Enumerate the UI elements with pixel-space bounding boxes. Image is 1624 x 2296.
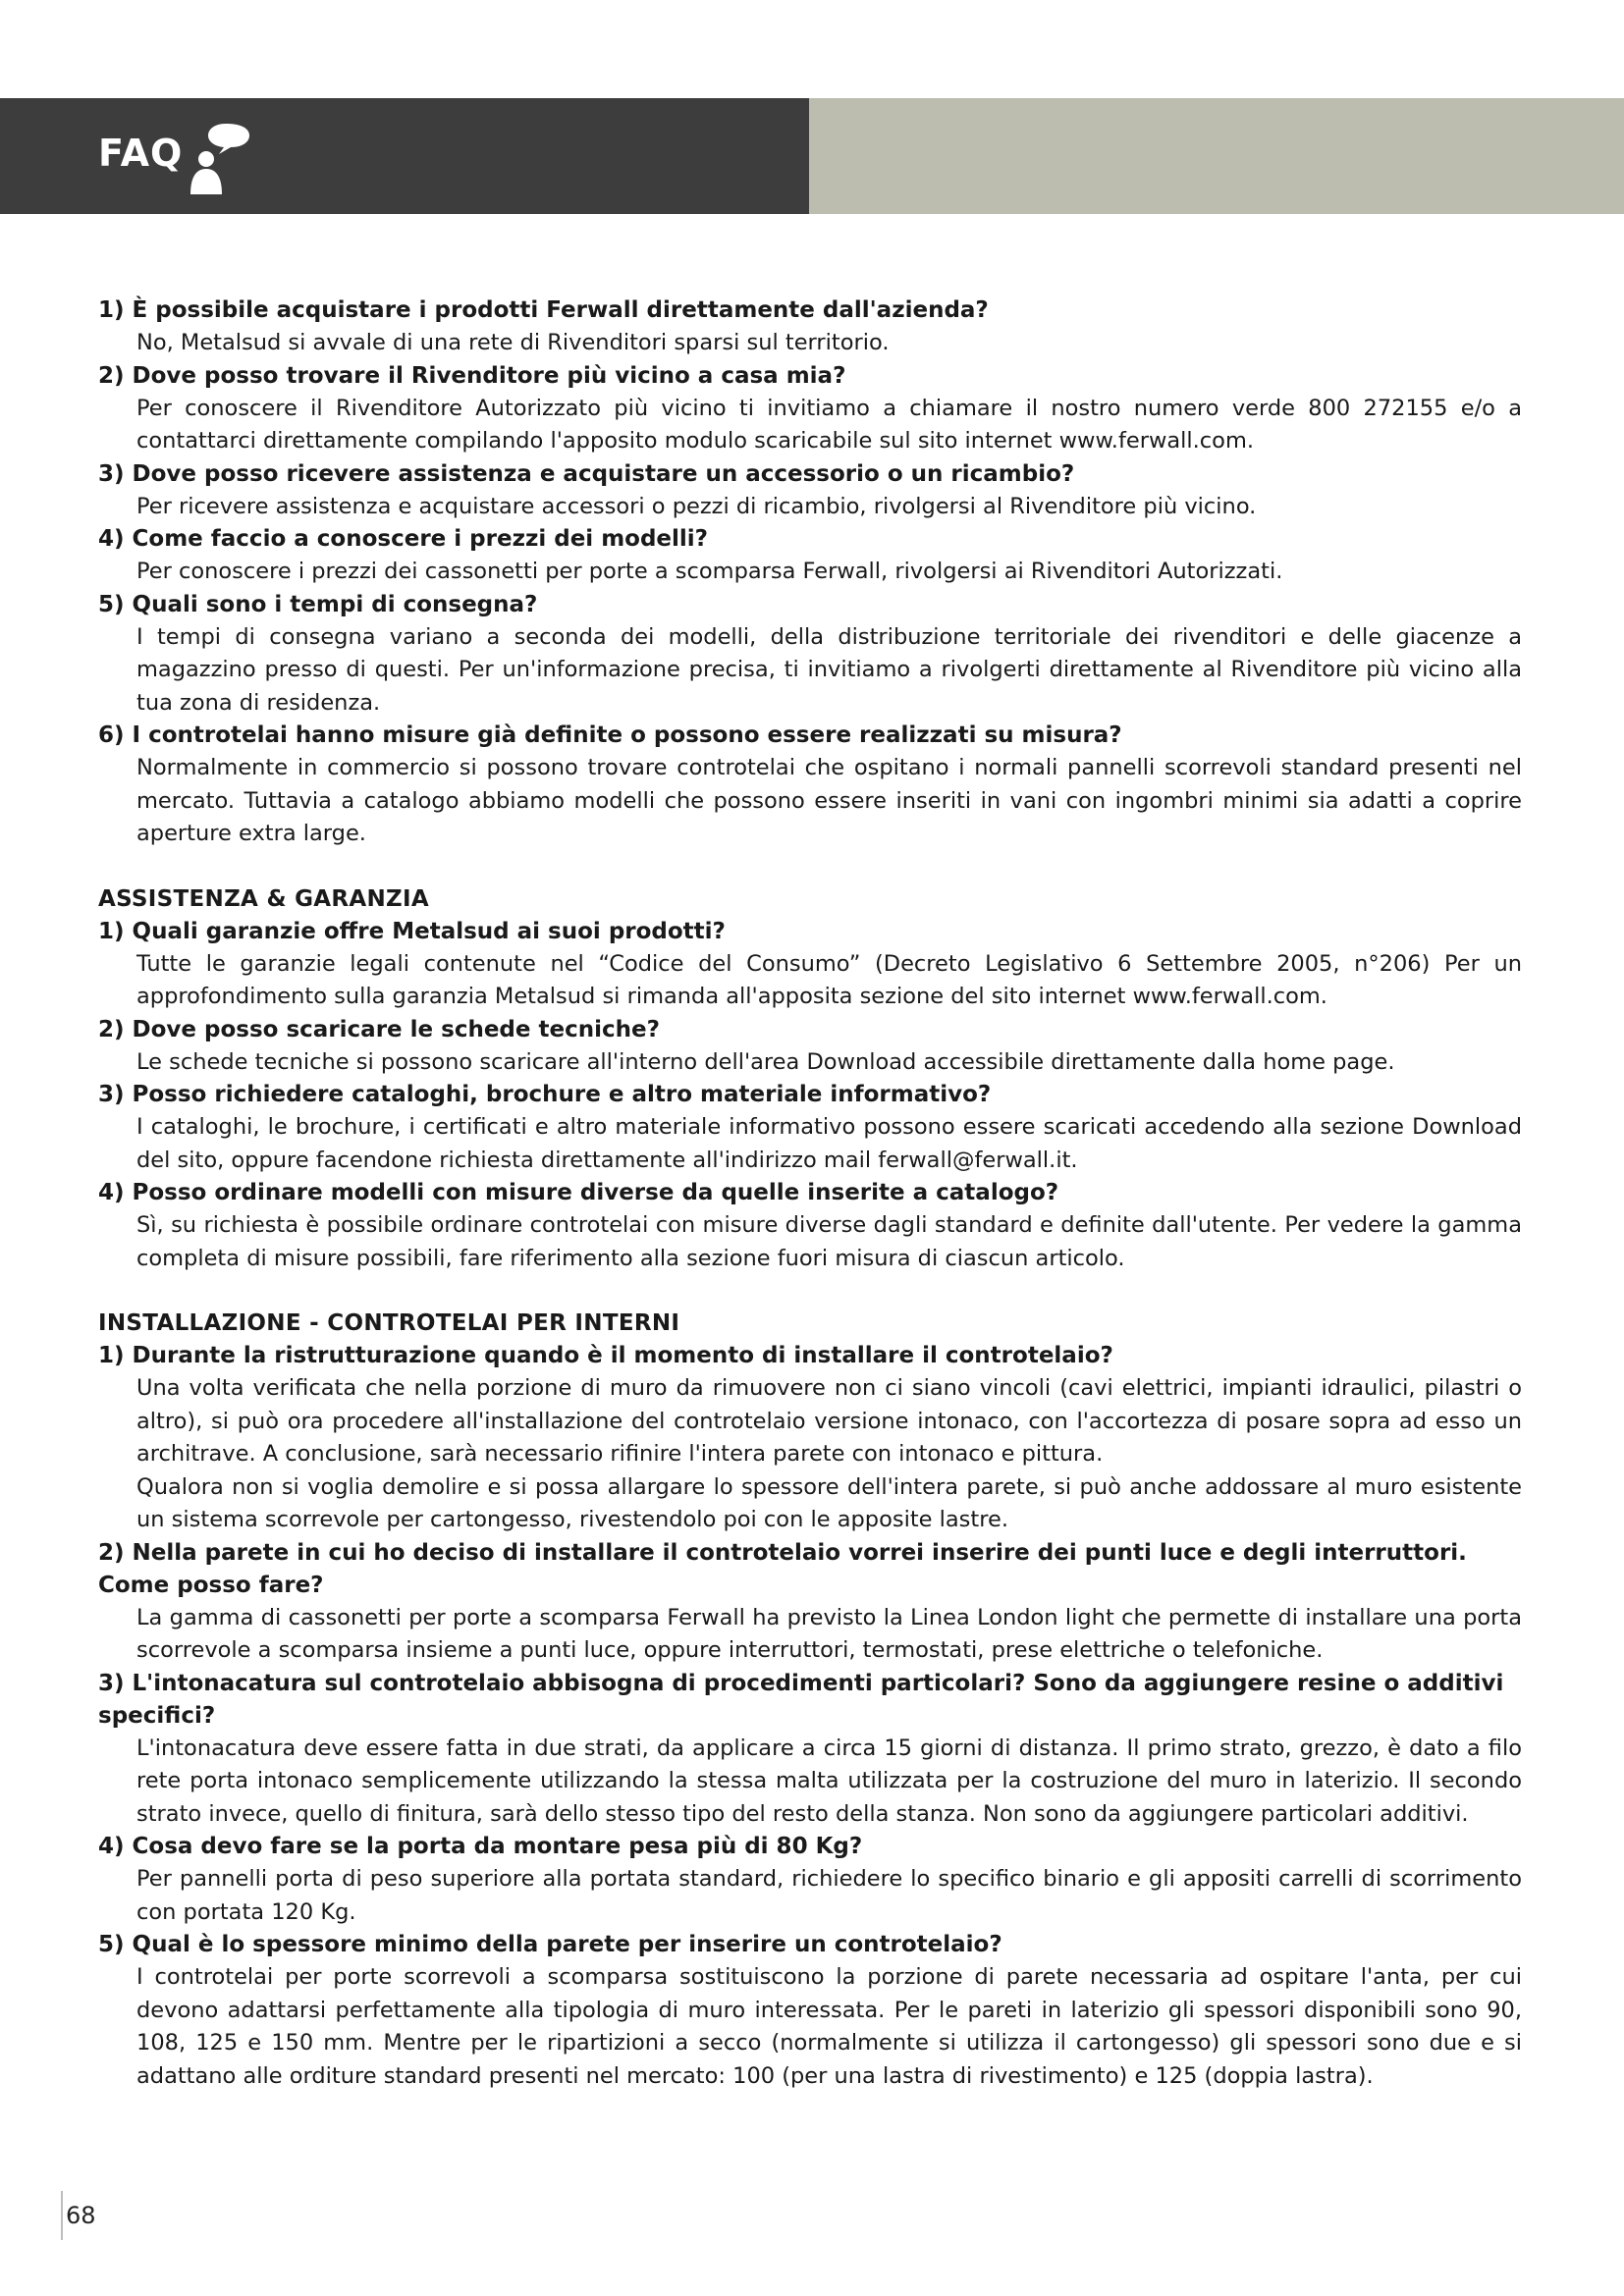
faq-question: 3) Dove posso ricevere assistenza e acquistare un accessorio o un ricambio? [98,460,1075,487]
faq-question: 5) Qual è lo spessore minimo della parete per inserire un controtelaio? [98,1932,1002,1957]
faq-answer-paragraph: Per pannelli porta di peso superiore alla portata standard, richiedere lo specifico binario e gli appositi carrelli di scorrimento con portata 120 Kg. [136,1866,1522,1925]
faq-answer-paragraph: Tutte le garanzie legali contenute nel “Codice del Consumo” (Decreto Legislativo 6 Settembre 2005, n°206) Per un approfondimento sulla garanzia Metalsud si rimanda all'apposita sezione del sito internet www.ferwall.com. [136,950,1522,1009]
faq-answer [136,948,1522,1014]
faq-answer [136,752,1522,851]
faq-question: 3) L'intonacatura sul controtelaio abbisogna di procedimenti particolari? Sono da aggiungere resine o additivi specifici? [98,1670,1504,1729]
faq-answer-paragraph: L'intonacatura deve essere fatta in due strati, da applicare a circa 15 giorni di distanza. Il primo strato, grezzo, è dato a filo rete porta intonaco semplicemente utilizzando la stessa malta utilizzata per la costruzione del muro in laterizio. Il secondo strato invece, quello di finitura, sarà dello stesso tipo del resto della stanza. Non sono da aggiungere particolari additivi. [136,1735,1522,1827]
faq-answer-paragraph: I cataloghi, le brochure, i certificati e altro materiale informativo possono essere scaricati accedendo alla sezione Download del sito, oppure facendone richiesta direttamente all'indirizzo mail ferwall@ferwall.it. [136,1114,1522,1173]
faq-answer-paragraph: La gamma di cassonetti per porte a scomparsa Ferwall ha previsto la Linea London light che permette di installare una porta scorrevole a scomparsa insieme a punti luce, oppure interruttori, termostati, prese elettriche o telefoniche. [136,1604,1522,1663]
faq-answer [136,621,1522,721]
faq-question: 2) Nella parete in cui ho deciso di installare il controtelaio vorrei inserire dei punti luce e degli interruttori. Come posso fare? [98,1539,1467,1598]
faq-content [98,294,1522,2093]
faq-answer [136,1733,1522,1832]
speech-bubble-person-icon [187,118,259,194]
faq-question: 2) Dove posso scaricare le schede tecniche? [98,1016,660,1042]
faq-answer-paragraph: No, Metalsud si avvale di una rete di Rivenditori sparsi sul territorio. [136,330,890,355]
faq-answer-paragraph: I controtelai per porte scorrevoli a scomparsa sostituiscono la porzione di parete necessaria ad ospitare l'anta, per cui devono adattarsi perfettamente alla tipologia di muro interessata. Per le pareti in laterizio gli spessori disponibili sono 90, 108, 125 e 150 mm. Mentre per le ripartizioni a secco (normalmente si utilizza il cartongesso) gli spessori sono due e si adattano alle orditure standard presenti nel mercato: 100 (per una lastra di rivestimento) e 125 (doppia lastra). [136,1964,1522,2089]
faq-answer-paragraph: Sì, su richiesta è possibile ordinare controtelai con misure diverse dagli standard e definite dall'utente. Per vedere la gamma completa di misure possibili, fare riferimento alla sezione fuori misura di ciascun articolo. [136,1212,1522,1271]
faq-question: 6) I controtelai hanno misure già definite o possono essere realizzati su misura? [98,722,1122,748]
faq-answer-paragraph: Per conoscere i prezzi dei cassonetti per porte a scomparsa Ferwall, rivolgersi ai Rivenditori Autorizzati. [136,559,1283,584]
faq-answer [136,393,1522,458]
faq-question: 1) Quali garanzie offre Metalsud ai suoi prodotti? [98,918,726,944]
faq-answer [136,1863,1522,1929]
page-number: 68 [61,2191,105,2240]
faq-answer [136,1602,1522,1668]
faq-answer-paragraph: I tempi di consegna variano a seconda dei modelli, della distribuzione territoriale dei rivenditori e delle giacenze a magazzino presso di questi. Per un'informazione precisa, ti invitiamo a rivolgerti direttamente al Rivenditore più vicino alla tua zona di residenza. [136,623,1522,716]
faq-question: 5) Quali sono i tempi di consegna? [98,591,538,617]
faq-question: 4) Posso ordinare modelli con misure diverse da quelle inserite a catalogo? [98,1180,1059,1205]
header-grey-band [809,98,1624,214]
faq-answer-paragraph: Le schede tecniche si possono scaricare all'interno dell'area Download accessibile direttamente dalla home page. [136,1048,1395,1075]
faq-answer [136,327,1522,360]
section-title: INSTALLAZIONE - CONTROTELAI PER INTERNI [98,1310,680,1336]
page-header [0,98,1624,214]
faq-question: 4) Come faccio a conoscere i prezzi dei modelli? [98,526,709,552]
faq-question: 3) Posso richiedere cataloghi, brochure e altro materiale informativo? [98,1082,992,1107]
faq-answer [136,1961,1522,2093]
faq-answer [136,1111,1522,1177]
faq-answer-paragraph: Una volta verificata che nella porzione di muro da rimuovere non ci siano vincoli (cavi elettrici, impianti idraulici, pilastri o altro), si può ora procedere all'installazione del controtelaio versione intonaco, con l'accortezza di posare sopra ad esso un architrave. A conclusione, sarà necessario rifinire l'intera parete con intonaco e pittura. [136,1375,1522,1467]
faq-answer-paragraph: Per ricevere assistenza e acquistare accessori o pezzi di ricambio, rivolgersi al Rivenditore più vicino. [136,493,1257,519]
faq-answer [136,491,1522,524]
faq-answer-paragraph: Normalmente in commercio si possono trovare controtelai che ospitano i normali pannelli scorrevoli standard presenti nel mercato. Tuttavia a catalogo abbiamo modelli che possono essere inseriti in vani con ingombri minimi sia adatti a coprire aperture extra large. [136,755,1522,846]
page-title: FAQ [98,132,184,175]
section-title: ASSISTENZA & GARANZIA [98,885,429,912]
section-spacer [98,851,1522,883]
faq-question: 4) Cosa devo fare se la porta da montare pesa più di 80 Kg? [98,1834,863,1859]
faq-answer-paragraph: Qualora non si voglia demolire e si possa allargare lo spessore dell'intera parete, si può anche addossare al muro esistente un sistema scorrevole per cartongesso, rivestendolo poi con le apposite lastre. [136,1473,1522,1532]
faq-answer [136,1372,1522,1537]
section-spacer [98,1275,1522,1308]
faq-answer [136,1209,1522,1275]
faq-question: 2) Dove posso trovare il Rivenditore più vicino a casa mia? [98,362,846,389]
faq-answer [136,556,1522,589]
faq-answer-paragraph: Per conoscere il Rivenditore Autorizzato più vicino ti invitiamo a chiamare il nostro numero verde 800 272155 e/o a contattarci direttamente compilando l'apposito modulo scaricabile sul sito internet www.ferwall.com. [136,395,1522,454]
faq-question: 1) Durante la ristrutturazione quando è il momento di installare il controtelaio? [98,1343,1113,1368]
faq-question: 1) È possibile acquistare i prodotti Ferwall direttamente dall'azienda? [98,297,989,323]
faq-answer [136,1046,1522,1080]
